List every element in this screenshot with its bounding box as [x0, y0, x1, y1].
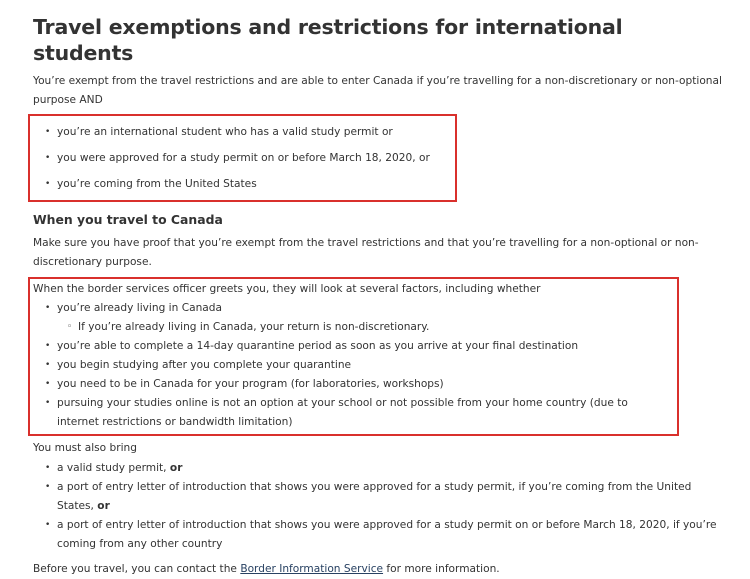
final-paragraph: [33, 560, 723, 579]
exemption-highlight-box: [28, 114, 457, 202]
intro-paragraph: You’re exempt from the travel restrictions and are able to enter Canada if you’re travelling for a non-discretionary or non-optional purpose AND: [33, 75, 722, 106]
list-item: • you’re able to complete a 14-day quarantine period as soon as you arrive at your final destination: [45, 337, 673, 356]
list-item: • you need to be in Canada for your program (for laboratories, workshops): [45, 375, 673, 394]
list-item: [45, 478, 723, 516]
final-text-after: for more information.: [383, 563, 500, 575]
bring-intro: You must also bring: [33, 442, 137, 454]
section-intro: Make sure you have proof that you’re exempt from the travel restrictions and that you’re travelling for a non-optional or non-discretionary purpose.: [33, 237, 699, 268]
list-item: • you’re coming from the United States: [45, 171, 455, 197]
item-text: a port of entry letter of introduction that shows you were approved for a study permit, if you’re coming from the United States,: [57, 481, 692, 512]
exemption-list: [45, 119, 455, 197]
item-or: or: [169, 462, 183, 474]
bring-list: [45, 459, 723, 554]
item-or: or: [97, 500, 110, 512]
list-item: • pursuing your studies online is not an option at your school or not possible from your home country (due to internet restrictions or bandwidth limitation): [45, 394, 673, 432]
border-information-service-link[interactable]: Border Information Service: [240, 563, 384, 575]
item-text: a valid study permit,: [57, 462, 170, 474]
list-item: [45, 516, 723, 554]
sub-list-item: ◦ If you’re already living in Canada, your return is non-discretionary.: [57, 318, 673, 337]
list-item: • you begin studying after you complete your quarantine: [45, 356, 673, 375]
page-content: [33, 14, 723, 579]
factors-highlight-box: [28, 277, 679, 436]
section-heading: When you travel to Canada: [33, 212, 223, 227]
final-text-before: Before you travel, you can contact the: [33, 563, 241, 575]
list-item: • you’re already living in Canada: [45, 299, 673, 318]
officer-intro: When the border services officer greets you, they will look at several factors, including whether: [33, 283, 541, 295]
list-item: • you were approved for a study permit on or before March 18, 2020, or: [45, 145, 455, 171]
item-text: a port of entry letter of introduction that shows you were approved for a study permit on or before March 18, 2020, if you’re coming from any other country: [57, 519, 717, 550]
list-item: [45, 459, 723, 478]
factors-list: [45, 299, 673, 432]
list-item: • you’re an international student who has a valid study permit or: [45, 119, 455, 145]
page-title: Travel exemptions and restrictions for international students: [33, 15, 623, 65]
